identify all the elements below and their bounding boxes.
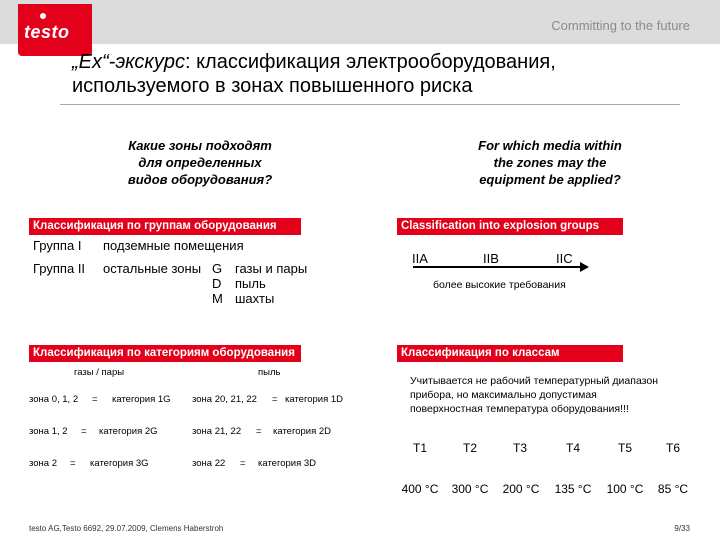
col-dust: пыль xyxy=(258,367,281,378)
question-en-line: For which media within xyxy=(478,138,622,153)
groups-header: Классификация по группам оборудования xyxy=(29,218,301,235)
temperature-note-line: прибора, но максимально допустимая xyxy=(410,389,597,401)
sub-desc-g: газы и пары xyxy=(235,261,308,276)
temp-value: 135 °C xyxy=(554,482,592,496)
explosion-label-iic: IIC xyxy=(556,251,573,266)
requirements-arrow xyxy=(413,266,583,268)
temp-class: T4 xyxy=(565,441,580,455)
question-ru-line: Какие зоны подходят xyxy=(128,138,272,153)
temperature-note-line: поверхностная температура оборудования!!! xyxy=(410,403,629,415)
temp-value: 400 °C xyxy=(401,482,439,496)
temp-value: 100 °C xyxy=(606,482,644,496)
dust-cat: категория 1D xyxy=(285,394,344,405)
sub-letter-m: M xyxy=(212,291,223,306)
explosion-note: более высокие требования xyxy=(433,279,566,291)
logo-dot-icon xyxy=(40,13,46,19)
title-line2: используемого в зонах повышенного риска xyxy=(72,75,473,97)
dust-zone: зона 21, 22 xyxy=(192,426,242,437)
eq-sign: = xyxy=(92,394,98,405)
question-ru-line: видов оборудования? xyxy=(127,172,273,187)
temp-value: 85 °C xyxy=(657,482,689,496)
footer-left: testo AG,Testo 6692, 29.07.2009, Clemens Haberstroh xyxy=(29,524,224,533)
dust-cat: категория 2D xyxy=(273,426,332,437)
question-ru-line: для определенных xyxy=(138,155,262,170)
eq-sign: = xyxy=(272,394,278,405)
temp-value: 300 °C xyxy=(451,482,489,496)
temperature-note xyxy=(410,374,658,416)
group2-desc: остальные зоны xyxy=(103,261,202,276)
temperature-header: Классификация по классам температуры xyxy=(397,345,623,362)
categories-header: Классификация по категориям оборудования xyxy=(29,345,301,362)
dust-zone: зона 20, 21, 22 xyxy=(192,394,257,405)
sub-letter-d: D xyxy=(212,276,222,291)
gas-zone: зона 2 xyxy=(29,458,57,469)
temp-class: T5 xyxy=(617,441,632,455)
group1-desc: подземные помещения xyxy=(103,238,244,253)
temp-class: T3 xyxy=(512,441,527,455)
col-gas: газы / пары xyxy=(74,367,125,378)
temp-value: 200 °C xyxy=(502,482,540,496)
explosion-label-iia: IIA xyxy=(412,251,428,266)
question-en-line: the zones may the xyxy=(493,155,607,170)
temp-class: T1 xyxy=(412,441,427,455)
eq-sign: = xyxy=(256,426,262,437)
eq-sign: = xyxy=(70,458,76,469)
gas-zone: зона 0, 1, 2 xyxy=(29,394,79,405)
page-number: 9/33 xyxy=(674,524,690,533)
question-en xyxy=(455,137,645,188)
group2-label: Группа II xyxy=(33,261,86,276)
eq-sign: = xyxy=(81,426,87,437)
explosion-label-iib: IIB xyxy=(483,251,499,266)
gas-cat: категория 1G xyxy=(112,394,171,405)
tagline: Committing to the future xyxy=(551,18,690,33)
explosion-header: Classification into explosion groups xyxy=(397,218,623,235)
dust-zone: зона 22 xyxy=(192,458,226,469)
question-en-line: equipment be applied? xyxy=(479,172,621,187)
title-divider xyxy=(60,104,680,105)
group1-label: Группа I xyxy=(33,238,82,253)
gas-cat: категория 3G xyxy=(90,458,149,469)
eq-sign: = xyxy=(240,458,246,469)
temp-class: T6 xyxy=(665,441,680,455)
temp-class: T2 xyxy=(462,441,477,455)
gas-cat: категория 2G xyxy=(99,426,158,437)
slide-title xyxy=(72,50,556,98)
sub-desc-m: шахты xyxy=(235,291,275,306)
gas-zone: зона 1, 2 xyxy=(29,426,68,437)
logo-text: testo xyxy=(24,22,70,42)
title-rest: : классификация электрооборудования, xyxy=(184,51,556,73)
temperature-note-line: Учитывается не рабочий температурный диапазон xyxy=(410,375,658,387)
sub-letter-g: G xyxy=(212,261,223,276)
dust-cat: категория 3D xyxy=(258,458,317,469)
title-italic: „Ex“-экскурс xyxy=(72,51,185,73)
question-ru xyxy=(100,137,300,188)
sub-desc-d: пыль xyxy=(235,276,266,291)
arrow-head-icon xyxy=(580,262,589,272)
